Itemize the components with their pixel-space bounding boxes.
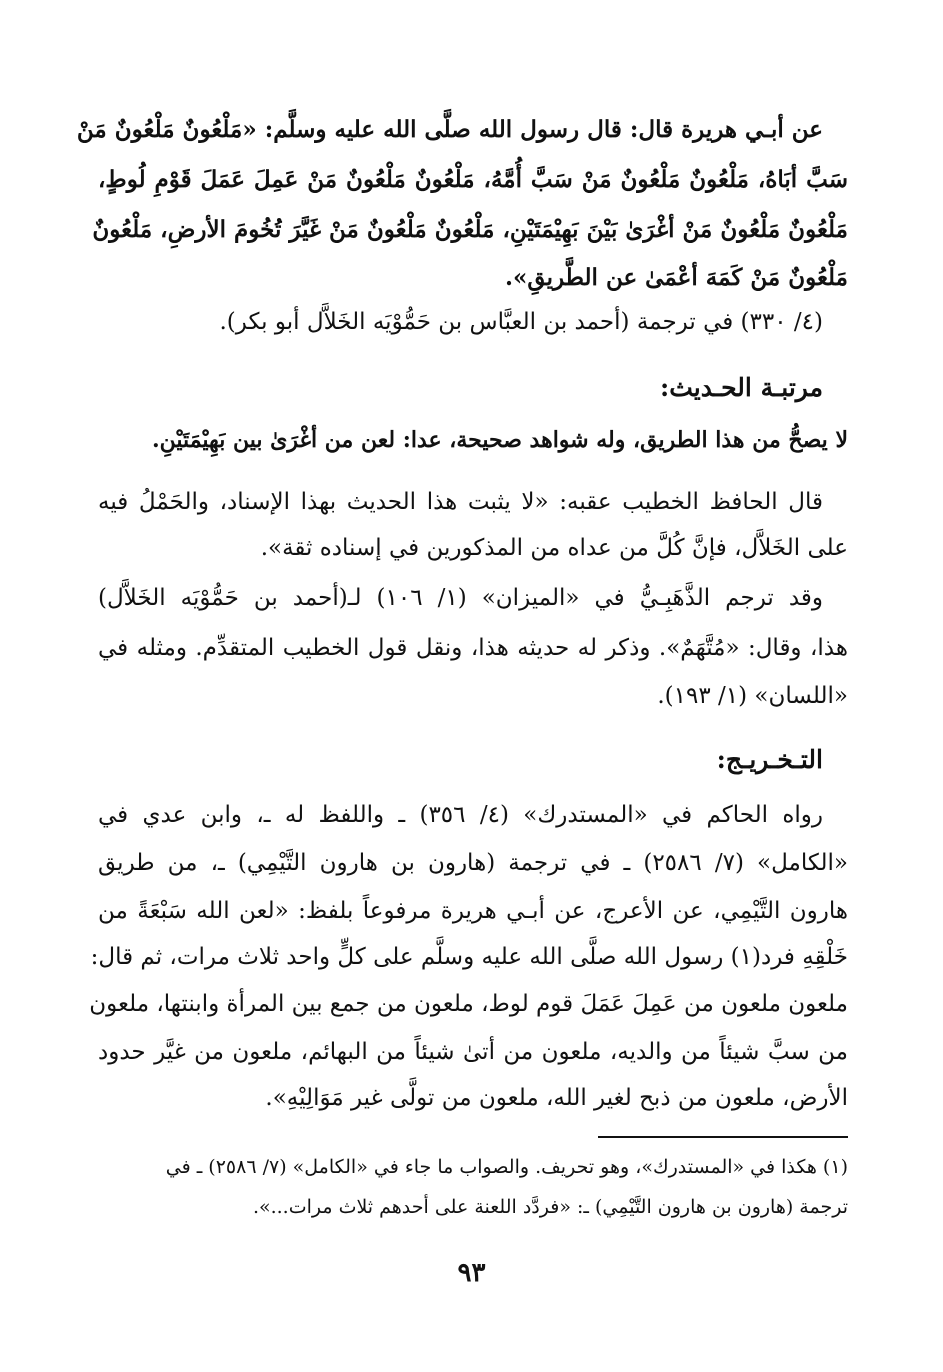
dhahabi-line-1: وقد ترجم الذَّهَبِـيُّ في «الميزان» (١/ ١٠٦) لـ(أحمد بن حَمُّوْيَه الخَلاَّل) xyxy=(98,585,824,611)
khatib-line-1: قال الحافظ الخطيب عقبه: «لا يثبت هذا الحديث بهذا الإسناد، والحَمْلُ فيه xyxy=(98,489,823,515)
takhrij-line-5: ملعون ملعون من عَمِلَ عَمَلَ قوم لوط، ملعون من جمع بين المرأة وابنتها، ملعون xyxy=(89,991,848,1017)
takhrij-line-2: «الكامل» (٧/ ٢٥٨٦) ـ في ترجمة (هارون بن هارون التَّيْمِي) ـ، من طريق xyxy=(98,850,849,876)
takhrij-heading: التـخـريـج: xyxy=(716,745,823,774)
takhrij-line-7: الأرض، ملعون من ذبح لغير الله، ملعون من تولَّى غير مَوَالِيْهِ». xyxy=(265,1085,848,1111)
page-number: ٩٣ xyxy=(457,1258,486,1288)
takhrij-line-6: من سبَّ شيئاً من والديه، ملعون من أتىٰ شيئاً من البهائم، ملعون من غيَّر حدود xyxy=(98,1039,848,1065)
footnote-divider xyxy=(598,1136,848,1138)
hadith-line-4: مَلْعُونٌ مَنْ كَمَهَ أعْمَىٰ عن الطَّريقِ». xyxy=(505,264,848,291)
hadith-line-1: عن أبـي هريرة قال: قال رسول الله صلَّى الله عليه وسلَّم: «مَلْعُونٌ مَلْعُونٌ مَنْ xyxy=(76,116,823,143)
khatib-line-2: على الخَلاَّل، فإنَّ كُلَّ من عداه من المذكورين في إسناده ثقة». xyxy=(260,535,848,561)
rank-heading: مرتبـة الحـديث: xyxy=(659,373,823,402)
hadith-line-2: سَبَّ أبَاهُ، مَلْعُونٌ مَلْعُونٌ مَنْ سَبَّ أُمَّهُ، مَلْعُونٌ مَلْعُونٌ مَنْ عَمِلَ عَمَلَ قَوْمِ لُوطٍ، xyxy=(98,166,848,193)
footnote-line-1: (١) هكذا في «المستدرك»، وهو تحريف. والصواب ما جاء في «الكامل» (٧/ ٢٥٨٦) ـ في xyxy=(165,1156,848,1178)
dhahabi-line-3: «اللسان» (١/ ١٩٣). xyxy=(657,683,848,709)
takhrij-line-4: خَلْقِهِ فرد(١) رسول الله صلَّى الله عليه وسلَّم على كلٍّ واحد ثلاث مرات، ثم قال: xyxy=(90,944,848,970)
takhrij-line-3: هارون التَّيْمِي، عن الأعرج، عن أبـي هريرة مرفوعاً بلفظ: «لعن الله سَبْعَةً من xyxy=(98,898,848,924)
hadith-source: (٤/ ٣٣٠) في ترجمة (أحمد بن العبَّاس بن حَمُّوْيَه الخَلاَّل أبو بكر). xyxy=(219,309,823,335)
takhrij-line-1: رواه الحاكم في «المستدرك» (٤/ ٣٥٦) ـ واللفظ له ـ، وابن عدي في xyxy=(98,802,823,828)
hadith-line-3: مَلْعُونٌ مَلْعُونٌ مَنْ أغْرَىٰ بَيْنَ بَهِيْمَتَيْنِ، مَلْعُونٌ مَلْعُونٌ مَنْ غَيَّرَ تُخُومَ الأرضِ، مَلْعُونٌ xyxy=(92,216,848,243)
footnote-line-2: ترجمة (هارون بن هارون التَّيْمِي) ـ: «فردَّد اللعنة على أحدهم ثلاث مرات...». xyxy=(252,1196,848,1218)
dhahabi-line-2: هذا، وقال: «مُتَّهَمٌ». وذكر له حديثه هذا، ونقل قول الخطيب المتقدِّم. ومثله في xyxy=(98,635,848,661)
rank-verdict: لا يصحُّ من هذا الطريق، وله شواهد صحيحة، عدا: لعن من أغْرَىٰ بين بَهِيْمَتَيْنِ. xyxy=(152,427,848,453)
